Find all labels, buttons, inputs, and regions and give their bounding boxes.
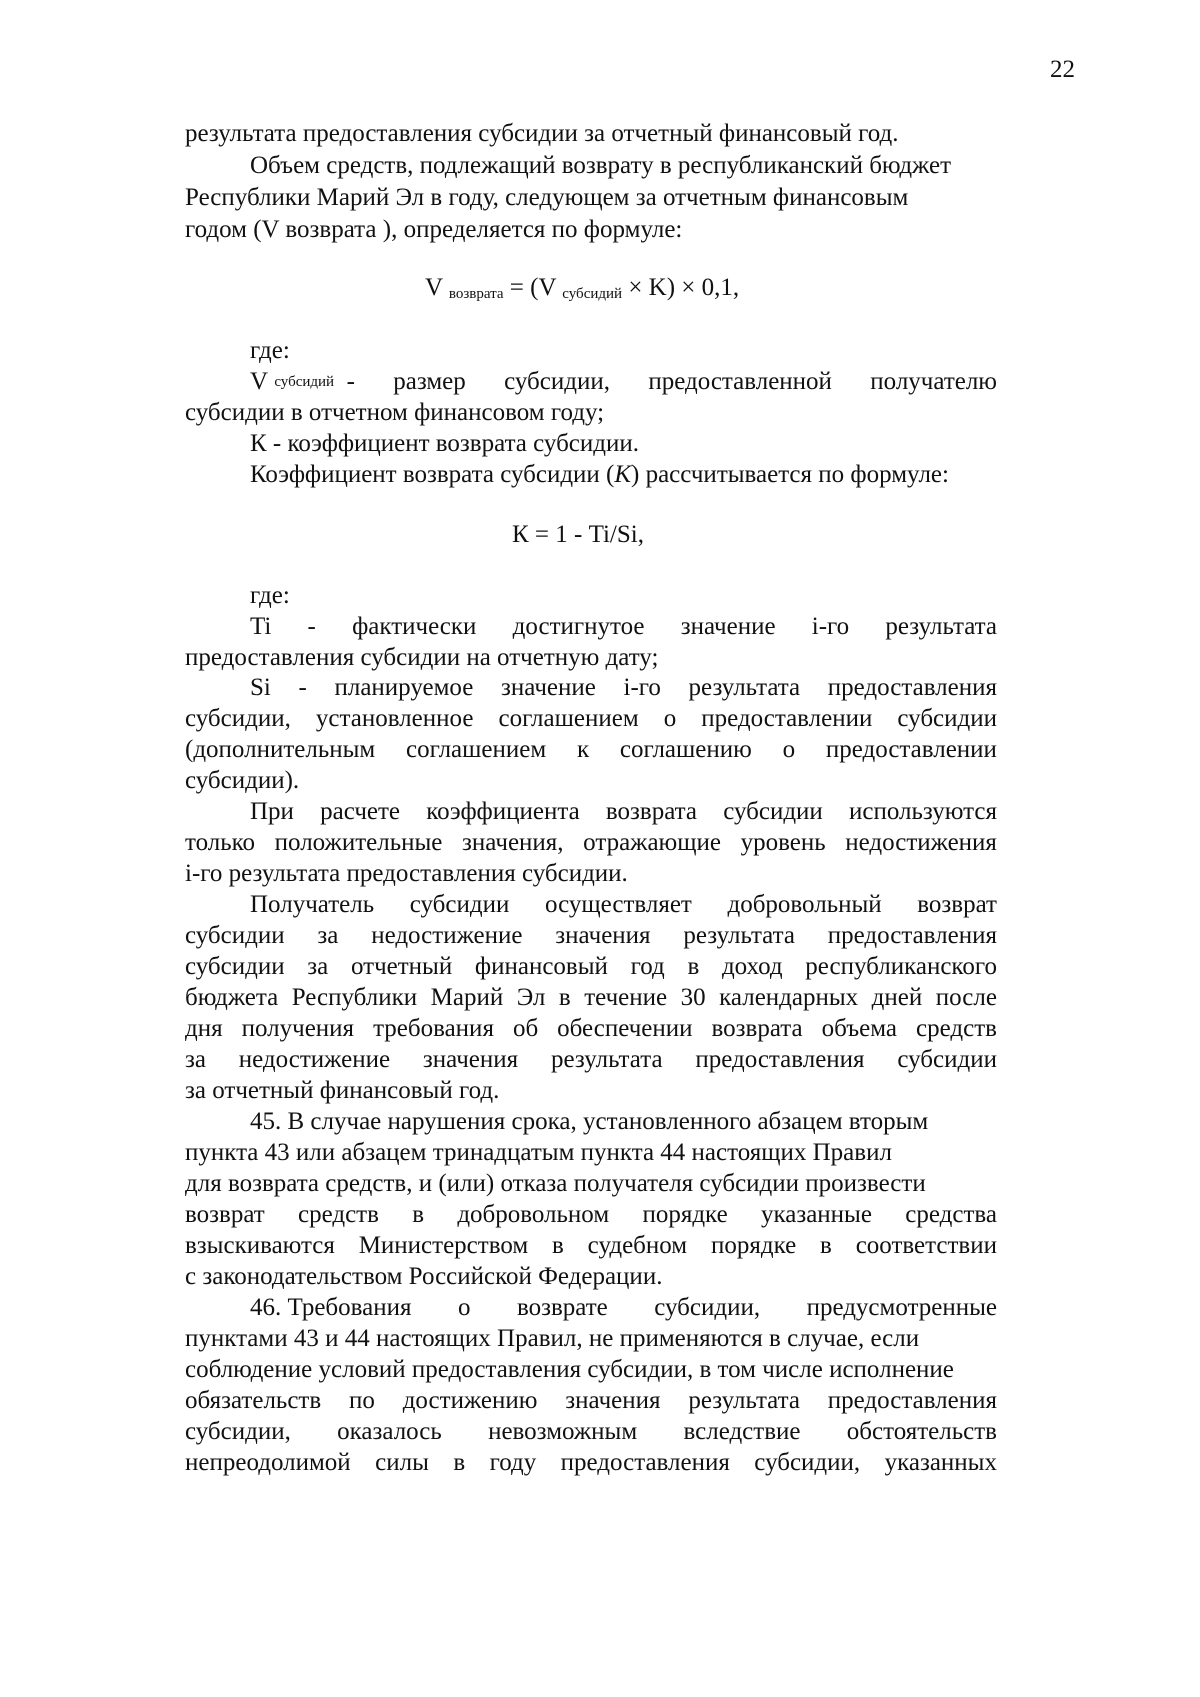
formula-part: × K) × 0,1, [628, 274, 740, 301]
paragraph-line [185, 982, 997, 1014]
word: добровольный [727, 891, 882, 918]
word: Марий [430, 984, 504, 1011]
word: в [687, 953, 700, 980]
paragraph-line [185, 827, 997, 859]
word: предоставления [695, 1046, 865, 1073]
word: используются [849, 798, 997, 825]
paragraph-line: результата предоставления субсидии за отчетный финансовый год. [185, 120, 899, 147]
formula-symbol: V [425, 274, 443, 301]
word: (дополнительным [185, 736, 376, 763]
word: указанные [760, 1201, 872, 1228]
word: порядке [642, 1201, 728, 1228]
word: уровень [740, 829, 826, 856]
word: соглашением [498, 705, 639, 732]
word: соответствии [855, 1232, 997, 1259]
formula-subscript: субсидий [562, 286, 623, 302]
paragraph-line [250, 459, 949, 491]
word: доход [721, 953, 783, 980]
word: осуществляет [544, 891, 692, 918]
word: Si [250, 674, 271, 701]
paragraph-line: предоставления субсидии на отчетную дату; [185, 644, 659, 671]
paragraph-line [250, 796, 997, 828]
paragraph-line [250, 889, 997, 921]
word: обстоятельств [846, 1418, 997, 1445]
paragraph-line [185, 951, 997, 983]
word: - [307, 613, 316, 640]
word: результата [885, 613, 997, 640]
word: за [185, 1046, 206, 1073]
word: результата [688, 674, 801, 701]
text-part: Коэффициент возврата субсидии ( [250, 461, 615, 488]
paragraph-line [250, 1292, 997, 1324]
word: достижению [402, 1387, 538, 1414]
word: субсидии, [754, 1449, 861, 1476]
text-part: ) рассчитывается по формуле: [631, 461, 949, 488]
paragraph-line: соблюдение условий предоставления субсидии, в том числе исполнение [185, 1356, 954, 1383]
word: силы [375, 1449, 429, 1476]
word: субсидии [897, 705, 997, 732]
word: бюджета [185, 984, 279, 1011]
word: значения [555, 922, 651, 949]
paragraph-line [185, 1230, 997, 1262]
word: результата [550, 1046, 663, 1073]
word: значения [565, 1387, 661, 1414]
word: только [185, 829, 256, 856]
word: Получатель [250, 891, 375, 918]
word: после [935, 984, 997, 1011]
word: году [489, 1449, 537, 1476]
word: возврата [605, 798, 697, 825]
word: субсидии [185, 953, 285, 980]
word: предоставления [560, 1449, 730, 1476]
word: обеспечении [557, 1015, 693, 1042]
paragraph-line [250, 611, 997, 643]
word: порядке [710, 1232, 797, 1259]
word: взыскиваются [185, 1232, 335, 1259]
where-label: где: [250, 337, 290, 364]
paragraph-line: Объем средств, подлежащий возврату в республиканский бюджет [250, 152, 952, 179]
word: предоставления [827, 674, 997, 701]
word: субсидии, [654, 1294, 761, 1321]
word: предоставлении [825, 736, 997, 763]
word: значение [500, 674, 596, 701]
page-number: 22 [1050, 56, 1075, 83]
word: отчетный [350, 953, 453, 980]
word: 30 [680, 984, 706, 1011]
paragraph-line [185, 703, 997, 735]
paragraph-line [185, 920, 997, 952]
word: 46. Требования [250, 1294, 412, 1321]
word: год [630, 953, 665, 980]
word: о [457, 1294, 471, 1321]
paragraph-line [185, 1013, 997, 1045]
word: календарных [719, 984, 859, 1011]
word: добровольном [457, 1201, 610, 1228]
word: значения [422, 1046, 519, 1073]
word: в [552, 1232, 564, 1259]
word: возврате [516, 1294, 608, 1321]
word: за [307, 953, 329, 980]
word: в [453, 1449, 466, 1476]
word: по [348, 1387, 375, 1414]
word: течение [584, 984, 668, 1011]
word: отражающие [583, 829, 721, 856]
word: достигнутое [512, 613, 645, 640]
word: оказалось [337, 1418, 442, 1445]
word: республиканского [805, 953, 997, 980]
word: субсидии [185, 922, 285, 949]
word: результата [688, 1387, 800, 1414]
word: невозможным [488, 1418, 638, 1445]
word: субсидии [723, 798, 823, 825]
word: возврат [917, 891, 997, 918]
word: Республики [291, 984, 418, 1011]
word: средств [916, 1015, 997, 1042]
word: средства [905, 1201, 997, 1228]
word: предоставления [827, 922, 997, 949]
paragraph-line [185, 1199, 997, 1231]
word: обязательств [185, 1387, 322, 1414]
word: расчете [320, 798, 401, 825]
word: i-го [811, 613, 850, 640]
word: за [317, 922, 339, 949]
paragraph-line: Республики Марий Эл в году, следующем за отчетным финансовым [185, 184, 909, 211]
word: субсидии, [185, 705, 291, 732]
word: недостижение [238, 1046, 391, 1073]
word: фактически [352, 613, 477, 640]
formula-subscript: возврата [448, 286, 504, 302]
word: Ti [250, 613, 272, 640]
word: об [512, 1015, 539, 1042]
word: субсидии [897, 1046, 997, 1073]
word: судебном [587, 1232, 688, 1259]
word: соглашением [406, 736, 547, 763]
word: в [558, 984, 571, 1011]
paragraph-line: годом (V возврата ), определяется по формуле: [185, 216, 683, 243]
paragraph-line: за отчетный финансовый год. [185, 1077, 500, 1104]
paragraph-line: пунктами 43 и 44 настоящих Правил, не применяются в случае, если [185, 1325, 920, 1352]
word: финансовый [474, 953, 608, 980]
word: - [298, 674, 307, 701]
word: i-го [623, 674, 661, 701]
word: установленное [315, 705, 474, 732]
word: недостижения [845, 829, 997, 856]
word: предоставлении [701, 705, 873, 732]
word: требования [373, 1015, 494, 1042]
paragraph-line: субсидии в отчетном финансовом году; [185, 399, 605, 426]
paragraph-line: 45. В случае нарушения срока, установленного абзацем вторым [250, 1108, 929, 1135]
word: предоставления [827, 1387, 997, 1414]
word: недостижение [371, 922, 523, 949]
word: значения, [462, 829, 564, 856]
paragraph-line: с законодательством Российской Федерации. [185, 1263, 663, 1290]
formula-part: = (V [509, 274, 557, 301]
definition-k: К - коэффициент возврата субсидии. [250, 430, 640, 457]
word: дня [185, 1015, 223, 1042]
where-label: где: [250, 582, 290, 609]
word: дней [871, 984, 923, 1011]
paragraph-line: i-го результата предоставления субсидии. [185, 860, 628, 887]
paragraph-line [185, 1044, 997, 1076]
paragraph-line [185, 1447, 997, 1479]
word: соглашению [619, 736, 752, 763]
word: к [576, 736, 590, 763]
word: Министерством [358, 1232, 529, 1259]
word: вследствие [683, 1418, 801, 1445]
word: планируемое [334, 674, 474, 701]
paragraph-line [185, 734, 997, 766]
definition-text: - размер субсидии, предоставленной получателю [346, 368, 997, 395]
word: получения [241, 1015, 355, 1042]
paragraph-line [185, 1416, 997, 1448]
formula-v-return [425, 272, 739, 310]
paragraph-line: пункта 43 или абзацем тринадцатым пункта 44 настоящих Правил [185, 1139, 892, 1166]
paragraph-line: для возврата средств, и (или) отказа получателя субсидии произвести [185, 1170, 926, 1197]
formula-subscript: субсидий [274, 374, 335, 390]
paragraph-line: субсидии). [185, 767, 300, 794]
word: объема [821, 1015, 898, 1042]
formula-symbol: V [250, 368, 269, 395]
word: При [250, 798, 294, 825]
word: указанных [884, 1449, 997, 1476]
word: возврат [185, 1201, 265, 1228]
formula-k: К = 1 - Ti/Si, [512, 521, 644, 548]
word: в [412, 1201, 425, 1228]
word: субсидии, [185, 1418, 291, 1445]
definition-v-subsidy [250, 366, 997, 398]
paragraph-line [250, 672, 997, 704]
text-italic: К [614, 461, 631, 488]
word: о [663, 705, 677, 732]
word: о [782, 736, 796, 763]
paragraph-line [185, 1385, 997, 1417]
word: возврата [711, 1015, 803, 1042]
word: коэффициента [426, 798, 580, 825]
word: положительные [274, 829, 443, 856]
word: предусмотренные [806, 1294, 997, 1321]
word: Эл [516, 984, 546, 1011]
word: результата [683, 922, 795, 949]
word: непреодолимой [185, 1449, 351, 1476]
word: субсидии [409, 891, 510, 918]
word: средств [297, 1201, 379, 1228]
word: в [820, 1232, 832, 1259]
word: значение [680, 613, 776, 640]
